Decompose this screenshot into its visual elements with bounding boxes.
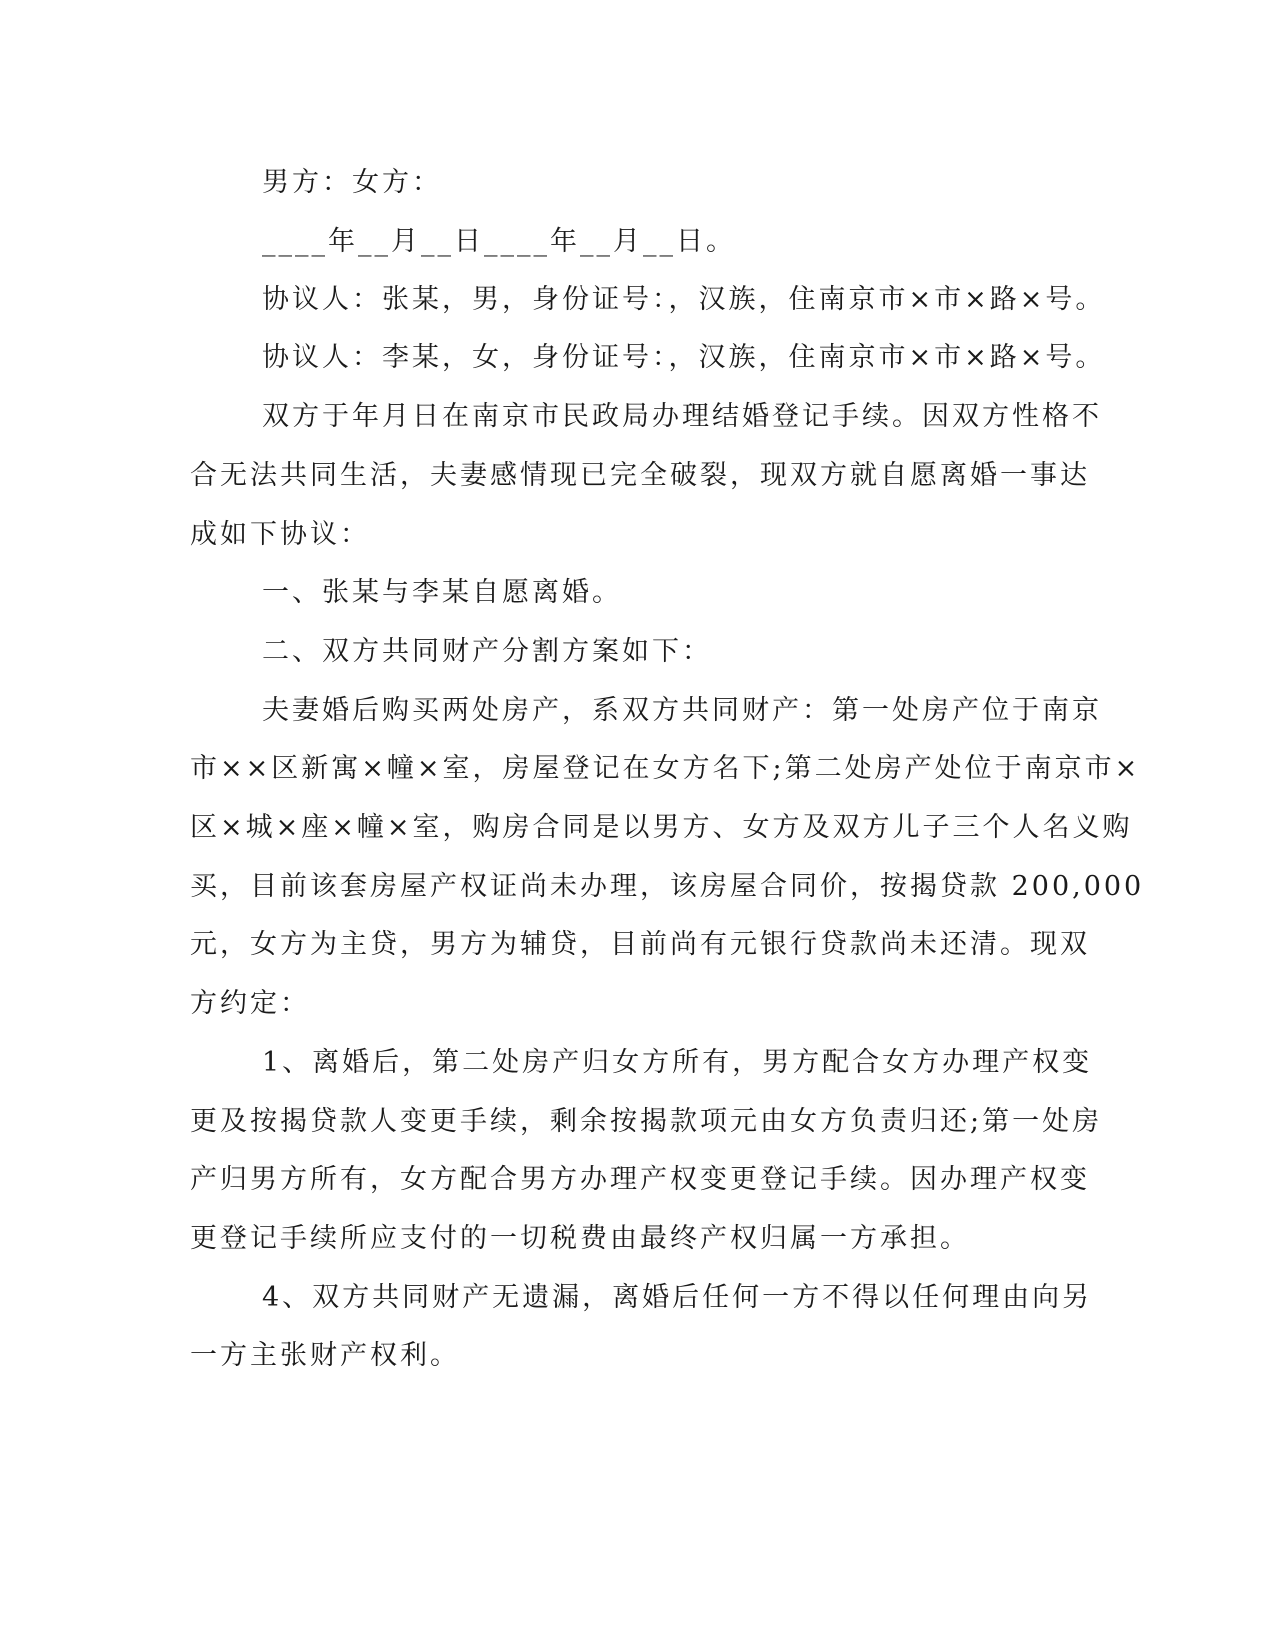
item-1-line-3: 产归男方所有，女方配合男方办理产权变更登记手续。因办理产权变 bbox=[190, 1164, 1090, 1195]
property-paragraph-line-1: 夫妻婚后购买两处房产，系双方共同财产：第一处房产位于南京 bbox=[262, 695, 1102, 726]
party-1-info: 协议人：张某，男，身份证号：，汉族，住南京市×市×路×号。 bbox=[262, 284, 1106, 315]
item-1-line-2: 更及按揭贷款人变更手续，剩余按揭款项元由女方负责归还;第一处房 bbox=[190, 1106, 1103, 1137]
party-2-info: 协议人：李某，女，身份证号：，汉族，住南京市×市×路×号。 bbox=[262, 342, 1106, 373]
item-1-line-1: 1、离婚后，第二处房产归女方所有，男方配合女方办理产权变 bbox=[262, 1047, 1093, 1078]
clause-2-heading: 二、双方共同财产分割方案如下： bbox=[262, 636, 712, 667]
signature-parties-line: 男方：女方： bbox=[262, 167, 442, 198]
property-paragraph-line-4: 买，目前该套房屋产权证尚未办理，该房屋合同价，按揭贷款 200,000 bbox=[190, 871, 1145, 902]
clause-1: 一、张某与李某自愿离婚。 bbox=[262, 577, 622, 608]
item-4-line-1: 4、双方共同财产无遗漏，离婚后任何一方不得以任何理由向另 bbox=[262, 1282, 1093, 1313]
intro-paragraph-line-1: 双方于年月日在南京市民政局办理结婚登记手续。因双方性格不 bbox=[262, 401, 1102, 432]
item-4-line-2: 一方主张财产权利。 bbox=[190, 1340, 460, 1371]
signature-date-line: ____年__月__日____年__月__日。 bbox=[262, 226, 736, 257]
intro-paragraph-line-3: 成如下协议： bbox=[190, 519, 370, 550]
property-paragraph-line-5: 元，女方为主贷，男方为辅贷，目前尚有元银行贷款尚未还清。现双 bbox=[190, 929, 1090, 960]
item-1-line-4: 更登记手续所应支付的一切税费由最终产权归属一方承担。 bbox=[190, 1223, 970, 1254]
intro-paragraph-line-2: 合无法共同生活，夫妻感情现已完全破裂，现双方就自愿离婚一事达 bbox=[190, 460, 1090, 491]
property-paragraph-line-6: 方约定： bbox=[190, 988, 310, 1019]
property-paragraph-line-2: 市××区新寓×幢×室，房屋登记在女方名下;第二处房产处位于南京市× bbox=[190, 753, 1141, 784]
property-paragraph-line-3: 区×城×座×幢×室，购房合同是以男方、女方及双方儿子三个人名义购 bbox=[190, 812, 1133, 843]
